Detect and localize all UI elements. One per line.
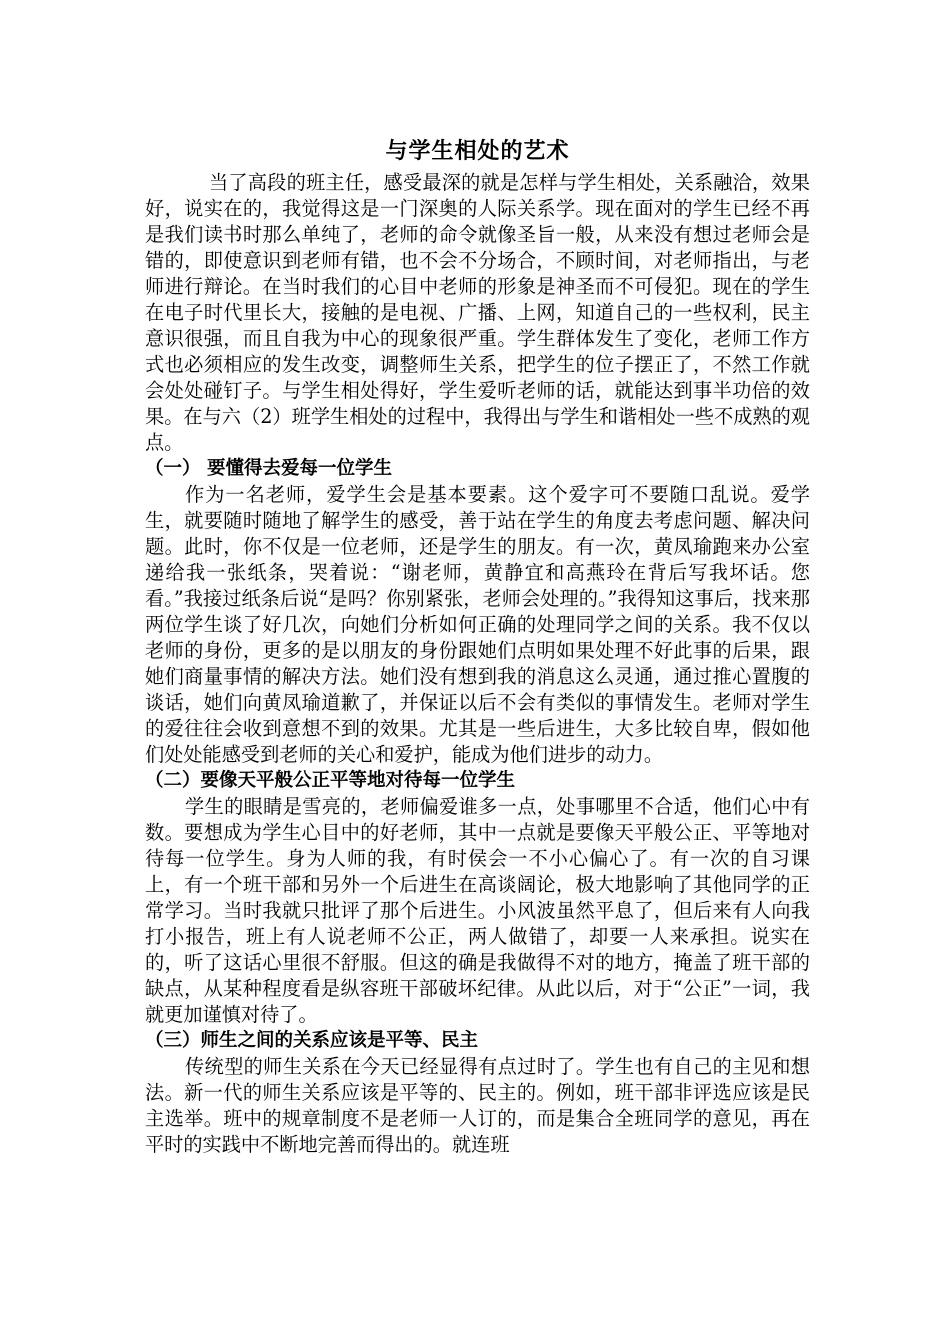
- section-body-2: 学生的眼睛是雪亮的，老师偏爱谁多一点，处事哪里不合适，他们心中有数。要想成为学生心目中的好老师，其中一点就是要像天平般公正、平等地对待每一位学生。身为人师的我，有时侯会一不小心偏心了。有一次的自习课上，有一个班干部和另外一个后进生在高谈阔论，极大地影响了其他同学的正常学习。当时我就只批评了那个后进生。小风波虽然平息了，但后来有人向我打小报告，班上有人说老师不公正，两人做错了，却要一人来承担。说实在的，听了这话心里很不舒服。但这的确是我做得不对的地方，掩盖了班干部的缺点，从某种程度看是纵容班干部破坏纪律。从此以后，对于“公正”一词，我就更加谨慎对待了。: [145, 795, 810, 1026]
- section-body-3: 传统型的师生关系在今天已经显得有点过时了。学生也有自己的主见和想法。新一代的师生关系应该是平等的、民主的。例如，班干部非评选应该是民主选举。班中的规章制度不是老师一人订的，而是集合全班同学的意见，再在平时的实践中不断地完善而得出的。就连班: [145, 1055, 810, 1156]
- section-heading-3: （三）师生之间的关系应该是平等、民主: [145, 1030, 479, 1051]
- section-heading-1: （一） 要懂得去爱每一位学生: [145, 458, 392, 479]
- document-title: 与学生相处的艺术: [385, 139, 570, 164]
- document-body: [145, 137, 810, 1158]
- intro-paragraph: 当了高段的班主任，感受最深的就是怎样与学生相处，关系融洽，效果好，说实在的，我觉得这是一门深奥的人际关系学。现在面对的学生已经不再是我们读书时那么单纯了，老师的命令就像圣旨一般，从来没有想过老师会是错的，即使意识到老师有错，也不会不分场合，不顾时间，对老师指出，与老师进行辩论。在当时我们的心目中老师的形象是神圣而不可侵犯。现在的学生在电子时代里长大，接触的是电视、广播、上网，知道自己的一些权利，民主意识很强，而且自我为中心的现象很严重。学生群体发生了变化，老师工作方式也必须相应的发生改变，调整师生关系，把学生的位子摆正了，不然工作就会处处碰钉子。与学生相处得好，学生爱听老师的话，就能达到事半功倍的效果。在与六（2）班学生相处的过程中，我得出与学生和谐相处一些不成熟的观点。: [145, 171, 810, 454]
- section-heading-2: （二）要像天平般公正平等地对待每一位学生: [145, 770, 516, 791]
- section-body-1: 作为一名老师，爱学生会是基本要素。这个爱字可不要随口乱说。爱学生，就要随时随地了解学生的感受，善于站在学生的角度去考虑问题、解决问题。此时，你不仅是一位老师，还是学生的朋友。有一次，黄凤瑜跑来办公室递给我一张纸条，哭着说：“谢老师，黄静宜和高燕玲在背后写我坏话。您看。”我接过纸条后说“是吗？你别紧张，老师会处理的。”我得知这事后，找来那两位学生谈了好几次，向她们分析如何正确的处理同学之间的关系。我不仅以老师的身份，更多的是以朋友的身份跟她们点明如果处理不好此事的后果，跟她们商量事情的解决方法。她们没有想到我的消息这么灵通，通过推心置腹的谈话，她们向黄凤瑜道歉了，并保证以后不会有类似的事情发生。老师对学生的爱往往会收到意想不到的效果。尤其是一些后进生，大多比较自卑，假如他们处处能感受到老师的关心和爱护，能成为他们进步的动力。: [145, 483, 810, 766]
